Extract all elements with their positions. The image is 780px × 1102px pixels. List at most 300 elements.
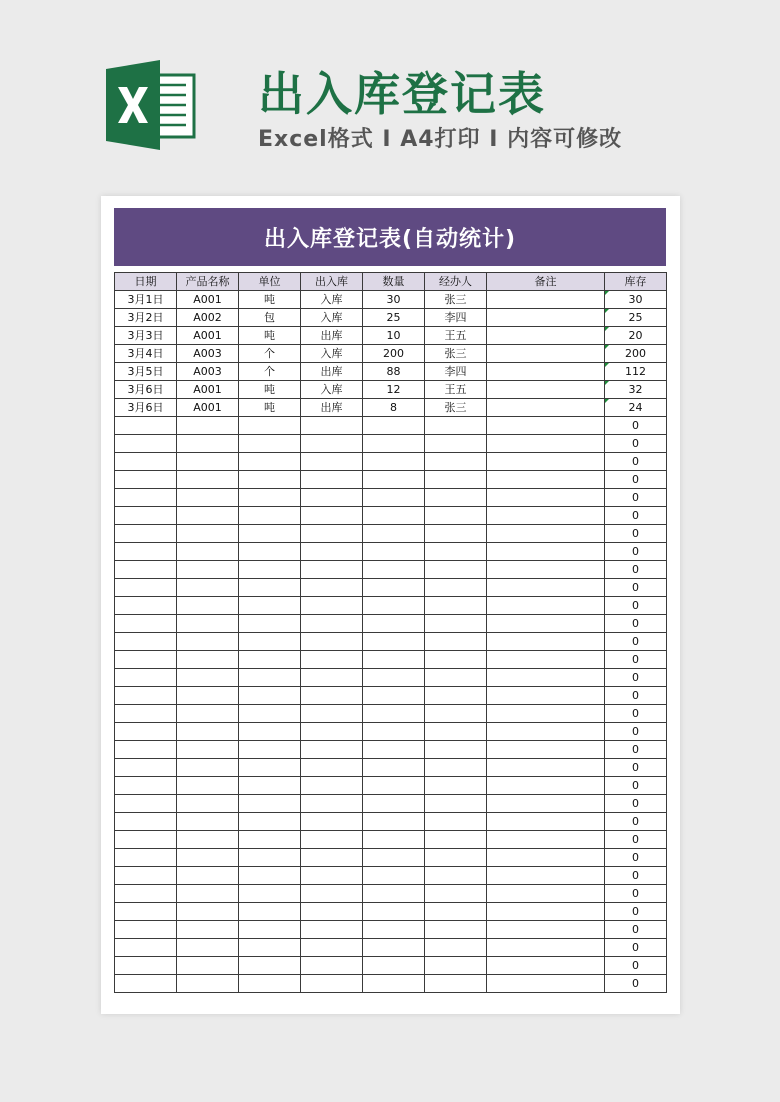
cell-direction[interactable] xyxy=(301,867,363,885)
cell-date[interactable] xyxy=(115,417,177,435)
cell-direction[interactable]: 出库 xyxy=(301,363,363,381)
cell-unit[interactable] xyxy=(239,723,301,741)
cell-stock[interactable]: 0 xyxy=(605,885,667,903)
cell-handler[interactable] xyxy=(425,471,487,489)
cell-product[interactable] xyxy=(177,831,239,849)
cell-quantity[interactable] xyxy=(363,597,425,615)
cell-quantity[interactable]: 25 xyxy=(363,309,425,327)
cell-handler[interactable] xyxy=(425,795,487,813)
cell-stock[interactable]: 0 xyxy=(605,759,667,777)
cell-stock[interactable]: 0 xyxy=(605,651,667,669)
cell-quantity[interactable] xyxy=(363,651,425,669)
cell-handler[interactable]: 李四 xyxy=(425,309,487,327)
cell-product[interactable] xyxy=(177,597,239,615)
cell-direction[interactable] xyxy=(301,633,363,651)
cell-date[interactable] xyxy=(115,849,177,867)
cell-quantity[interactable] xyxy=(363,633,425,651)
cell-direction[interactable]: 入库 xyxy=(301,291,363,309)
cell-direction[interactable] xyxy=(301,813,363,831)
cell-product[interactable]: A001 xyxy=(177,291,239,309)
cell-unit[interactable]: 吨 xyxy=(239,327,301,345)
cell-remark[interactable] xyxy=(487,975,605,993)
cell-direction[interactable]: 出库 xyxy=(301,327,363,345)
cell-stock[interactable]: 0 xyxy=(605,921,667,939)
cell-handler[interactable] xyxy=(425,651,487,669)
cell-unit[interactable] xyxy=(239,705,301,723)
cell-stock[interactable] xyxy=(605,291,667,309)
cell-direction[interactable] xyxy=(301,705,363,723)
cell-direction[interactable] xyxy=(301,543,363,561)
cell-unit[interactable] xyxy=(239,579,301,597)
cell-date[interactable]: 3月1日 xyxy=(115,291,177,309)
cell-direction[interactable] xyxy=(301,777,363,795)
cell-stock[interactable]: 0 xyxy=(605,507,667,525)
cell-date[interactable] xyxy=(115,903,177,921)
cell-stock[interactable]: 0 xyxy=(605,633,667,651)
column-header-quantity[interactable]: 数量 xyxy=(363,273,425,291)
cell-direction[interactable] xyxy=(301,435,363,453)
cell-unit[interactable] xyxy=(239,975,301,993)
cell-quantity[interactable] xyxy=(363,471,425,489)
cell-date[interactable] xyxy=(115,507,177,525)
cell-date[interactable] xyxy=(115,795,177,813)
cell-stock[interactable]: 0 xyxy=(605,849,667,867)
cell-handler[interactable] xyxy=(425,885,487,903)
cell-unit[interactable]: 包 xyxy=(239,309,301,327)
cell-date[interactable] xyxy=(115,885,177,903)
cell-stock[interactable]: 0 xyxy=(605,777,667,795)
cell-date[interactable] xyxy=(115,723,177,741)
cell-direction[interactable] xyxy=(301,939,363,957)
cell-date[interactable] xyxy=(115,777,177,795)
cell-remark[interactable] xyxy=(487,615,605,633)
cell-stock[interactable]: 0 xyxy=(605,561,667,579)
cell-handler[interactable]: 张三 xyxy=(425,291,487,309)
cell-unit[interactable] xyxy=(239,651,301,669)
cell-handler[interactable] xyxy=(425,687,487,705)
cell-remark[interactable] xyxy=(487,651,605,669)
cell-remark[interactable] xyxy=(487,723,605,741)
cell-direction[interactable]: 入库 xyxy=(301,345,363,363)
cell-remark[interactable] xyxy=(487,813,605,831)
cell-direction[interactable] xyxy=(301,651,363,669)
cell-date[interactable] xyxy=(115,579,177,597)
cell-stock[interactable] xyxy=(605,399,667,417)
cell-handler[interactable] xyxy=(425,921,487,939)
cell-product[interactable] xyxy=(177,903,239,921)
cell-remark[interactable] xyxy=(487,543,605,561)
cell-product[interactable] xyxy=(177,975,239,993)
cell-stock[interactable]: 0 xyxy=(605,903,667,921)
cell-quantity[interactable]: 88 xyxy=(363,363,425,381)
cell-remark[interactable] xyxy=(487,759,605,777)
cell-direction[interactable] xyxy=(301,471,363,489)
cell-quantity[interactable] xyxy=(363,849,425,867)
cell-product[interactable] xyxy=(177,417,239,435)
cell-date[interactable] xyxy=(115,687,177,705)
cell-remark[interactable] xyxy=(487,363,605,381)
cell-date[interactable] xyxy=(115,813,177,831)
cell-product[interactable]: A002 xyxy=(177,309,239,327)
column-header-remark[interactable]: 备注 xyxy=(487,273,605,291)
cell-date[interactable] xyxy=(115,525,177,543)
cell-direction[interactable] xyxy=(301,957,363,975)
column-header-unit[interactable]: 单位 xyxy=(239,273,301,291)
cell-remark[interactable] xyxy=(487,435,605,453)
cell-unit[interactable] xyxy=(239,543,301,561)
cell-date[interactable] xyxy=(115,453,177,471)
cell-unit[interactable] xyxy=(239,435,301,453)
cell-quantity[interactable] xyxy=(363,417,425,435)
cell-quantity[interactable] xyxy=(363,957,425,975)
cell-unit[interactable] xyxy=(239,489,301,507)
cell-quantity[interactable] xyxy=(363,723,425,741)
cell-product[interactable] xyxy=(177,471,239,489)
cell-quantity[interactable] xyxy=(363,579,425,597)
cell-handler[interactable] xyxy=(425,777,487,795)
cell-date[interactable] xyxy=(115,939,177,957)
cell-stock[interactable]: 0 xyxy=(605,615,667,633)
cell-product[interactable] xyxy=(177,741,239,759)
cell-quantity[interactable] xyxy=(363,867,425,885)
cell-stock[interactable]: 0 xyxy=(605,795,667,813)
cell-date[interactable]: 3月4日 xyxy=(115,345,177,363)
cell-unit[interactable] xyxy=(239,561,301,579)
cell-remark[interactable] xyxy=(487,561,605,579)
cell-stock[interactable]: 0 xyxy=(605,579,667,597)
cell-unit[interactable] xyxy=(239,777,301,795)
cell-product[interactable]: A003 xyxy=(177,363,239,381)
cell-remark[interactable] xyxy=(487,777,605,795)
cell-product[interactable] xyxy=(177,453,239,471)
cell-remark[interactable] xyxy=(487,507,605,525)
cell-unit[interactable] xyxy=(239,597,301,615)
cell-direction[interactable] xyxy=(301,849,363,867)
cell-remark[interactable] xyxy=(487,291,605,309)
cell-date[interactable] xyxy=(115,471,177,489)
cell-direction[interactable] xyxy=(301,795,363,813)
column-header-product[interactable]: 产品名称 xyxy=(177,273,239,291)
cell-product[interactable] xyxy=(177,795,239,813)
cell-date[interactable] xyxy=(115,669,177,687)
cell-remark[interactable] xyxy=(487,903,605,921)
cell-unit[interactable] xyxy=(239,507,301,525)
cell-stock[interactable]: 0 xyxy=(605,471,667,489)
cell-handler[interactable] xyxy=(425,867,487,885)
cell-direction[interactable] xyxy=(301,741,363,759)
cell-stock[interactable]: 0 xyxy=(605,831,667,849)
cell-stock[interactable]: 0 xyxy=(605,669,667,687)
cell-unit[interactable]: 个 xyxy=(239,345,301,363)
cell-stock[interactable]: 0 xyxy=(605,705,667,723)
cell-quantity[interactable] xyxy=(363,435,425,453)
column-header-date[interactable]: 日期 xyxy=(115,273,177,291)
cell-product[interactable] xyxy=(177,921,239,939)
cell-handler[interactable] xyxy=(425,489,487,507)
cell-quantity[interactable] xyxy=(363,939,425,957)
cell-product[interactable] xyxy=(177,435,239,453)
cell-unit[interactable] xyxy=(239,741,301,759)
cell-handler[interactable] xyxy=(425,453,487,471)
cell-remark[interactable] xyxy=(487,921,605,939)
cell-unit[interactable]: 个 xyxy=(239,363,301,381)
cell-handler[interactable] xyxy=(425,561,487,579)
cell-quantity[interactable] xyxy=(363,561,425,579)
cell-remark[interactable] xyxy=(487,885,605,903)
cell-handler[interactable] xyxy=(425,813,487,831)
cell-stock[interactable]: 0 xyxy=(605,723,667,741)
cell-unit[interactable] xyxy=(239,921,301,939)
cell-unit[interactable] xyxy=(239,759,301,777)
cell-unit[interactable]: 吨 xyxy=(239,399,301,417)
cell-handler[interactable]: 张三 xyxy=(425,399,487,417)
cell-handler[interactable] xyxy=(425,669,487,687)
cell-date[interactable] xyxy=(115,957,177,975)
cell-product[interactable] xyxy=(177,759,239,777)
cell-direction[interactable] xyxy=(301,921,363,939)
cell-date[interactable] xyxy=(115,921,177,939)
cell-unit[interactable] xyxy=(239,813,301,831)
cell-product[interactable] xyxy=(177,867,239,885)
column-header-handler[interactable]: 经办人 xyxy=(425,273,487,291)
cell-stock[interactable]: 0 xyxy=(605,957,667,975)
cell-remark[interactable] xyxy=(487,669,605,687)
cell-stock[interactable]: 0 xyxy=(605,597,667,615)
cell-quantity[interactable] xyxy=(363,525,425,543)
cell-date[interactable]: 3月2日 xyxy=(115,309,177,327)
cell-date[interactable] xyxy=(115,975,177,993)
cell-quantity[interactable] xyxy=(363,615,425,633)
cell-handler[interactable] xyxy=(425,975,487,993)
cell-quantity[interactable] xyxy=(363,687,425,705)
cell-direction[interactable] xyxy=(301,561,363,579)
cell-direction[interactable] xyxy=(301,723,363,741)
cell-unit[interactable] xyxy=(239,525,301,543)
cell-handler[interactable]: 张三 xyxy=(425,345,487,363)
cell-remark[interactable] xyxy=(487,327,605,345)
cell-direction[interactable] xyxy=(301,903,363,921)
cell-stock[interactable]: 0 xyxy=(605,435,667,453)
cell-direction[interactable] xyxy=(301,417,363,435)
cell-date[interactable] xyxy=(115,705,177,723)
cell-date[interactable] xyxy=(115,489,177,507)
cell-date[interactable] xyxy=(115,741,177,759)
cell-handler[interactable] xyxy=(425,741,487,759)
cell-direction[interactable] xyxy=(301,669,363,687)
cell-quantity[interactable] xyxy=(363,921,425,939)
cell-date[interactable] xyxy=(115,831,177,849)
cell-direction[interactable] xyxy=(301,525,363,543)
cell-quantity[interactable] xyxy=(363,489,425,507)
cell-remark[interactable] xyxy=(487,705,605,723)
cell-unit[interactable]: 吨 xyxy=(239,381,301,399)
cell-date[interactable] xyxy=(115,759,177,777)
cell-quantity[interactable] xyxy=(363,507,425,525)
cell-product[interactable] xyxy=(177,561,239,579)
cell-date[interactable] xyxy=(115,597,177,615)
cell-remark[interactable] xyxy=(487,795,605,813)
cell-direction[interactable] xyxy=(301,597,363,615)
cell-direction[interactable] xyxy=(301,975,363,993)
cell-direction[interactable] xyxy=(301,489,363,507)
cell-stock[interactable]: 0 xyxy=(605,741,667,759)
cell-direction[interactable] xyxy=(301,507,363,525)
cell-quantity[interactable]: 12 xyxy=(363,381,425,399)
cell-direction[interactable] xyxy=(301,885,363,903)
cell-direction[interactable] xyxy=(301,759,363,777)
cell-handler[interactable] xyxy=(425,831,487,849)
cell-remark[interactable] xyxy=(487,633,605,651)
cell-handler[interactable] xyxy=(425,759,487,777)
cell-remark[interactable] xyxy=(487,489,605,507)
cell-unit[interactable] xyxy=(239,471,301,489)
cell-date[interactable]: 3月6日 xyxy=(115,381,177,399)
cell-unit[interactable] xyxy=(239,687,301,705)
cell-quantity[interactable] xyxy=(363,885,425,903)
cell-remark[interactable] xyxy=(487,741,605,759)
cell-date[interactable] xyxy=(115,651,177,669)
cell-handler[interactable]: 王五 xyxy=(425,381,487,399)
cell-product[interactable] xyxy=(177,543,239,561)
cell-product[interactable] xyxy=(177,705,239,723)
cell-unit[interactable] xyxy=(239,849,301,867)
cell-product[interactable] xyxy=(177,489,239,507)
cell-date[interactable]: 3月3日 xyxy=(115,327,177,345)
cell-quantity[interactable] xyxy=(363,741,425,759)
cell-quantity[interactable]: 200 xyxy=(363,345,425,363)
cell-product[interactable] xyxy=(177,957,239,975)
cell-quantity[interactable] xyxy=(363,453,425,471)
cell-stock[interactable]: 0 xyxy=(605,939,667,957)
cell-handler[interactable] xyxy=(425,849,487,867)
cell-product[interactable] xyxy=(177,687,239,705)
cell-quantity[interactable]: 8 xyxy=(363,399,425,417)
cell-unit[interactable] xyxy=(239,795,301,813)
cell-product[interactable] xyxy=(177,885,239,903)
cell-date[interactable] xyxy=(115,435,177,453)
cell-remark[interactable] xyxy=(487,381,605,399)
cell-quantity[interactable]: 30 xyxy=(363,291,425,309)
cell-product[interactable] xyxy=(177,579,239,597)
cell-quantity[interactable] xyxy=(363,831,425,849)
cell-unit[interactable] xyxy=(239,615,301,633)
cell-remark[interactable] xyxy=(487,939,605,957)
cell-remark[interactable] xyxy=(487,579,605,597)
cell-handler[interactable] xyxy=(425,507,487,525)
cell-handler[interactable] xyxy=(425,525,487,543)
cell-product[interactable] xyxy=(177,615,239,633)
cell-stock[interactable] xyxy=(605,309,667,327)
cell-handler[interactable] xyxy=(425,705,487,723)
cell-product[interactable] xyxy=(177,939,239,957)
cell-remark[interactable] xyxy=(487,957,605,975)
cell-date[interactable]: 3月5日 xyxy=(115,363,177,381)
cell-stock[interactable] xyxy=(605,345,667,363)
cell-remark[interactable] xyxy=(487,471,605,489)
cell-date[interactable] xyxy=(115,615,177,633)
cell-stock[interactable]: 0 xyxy=(605,867,667,885)
cell-direction[interactable] xyxy=(301,831,363,849)
cell-remark[interactable] xyxy=(487,687,605,705)
cell-stock[interactable]: 0 xyxy=(605,687,667,705)
cell-remark[interactable] xyxy=(487,831,605,849)
cell-handler[interactable] xyxy=(425,615,487,633)
cell-date[interactable] xyxy=(115,543,177,561)
cell-product[interactable] xyxy=(177,849,239,867)
cell-unit[interactable] xyxy=(239,957,301,975)
cell-quantity[interactable] xyxy=(363,975,425,993)
cell-product[interactable] xyxy=(177,669,239,687)
cell-unit[interactable] xyxy=(239,669,301,687)
cell-date[interactable] xyxy=(115,867,177,885)
cell-handler[interactable] xyxy=(425,579,487,597)
cell-quantity[interactable]: 10 xyxy=(363,327,425,345)
cell-handler[interactable] xyxy=(425,903,487,921)
cell-unit[interactable] xyxy=(239,633,301,651)
cell-handler[interactable]: 李四 xyxy=(425,363,487,381)
cell-product[interactable]: A001 xyxy=(177,381,239,399)
cell-unit[interactable] xyxy=(239,903,301,921)
cell-quantity[interactable] xyxy=(363,777,425,795)
cell-date[interactable] xyxy=(115,633,177,651)
cell-date[interactable] xyxy=(115,561,177,579)
cell-remark[interactable] xyxy=(487,597,605,615)
cell-handler[interactable] xyxy=(425,939,487,957)
cell-quantity[interactable] xyxy=(363,543,425,561)
cell-unit[interactable] xyxy=(239,453,301,471)
cell-product[interactable] xyxy=(177,525,239,543)
cell-stock[interactable]: 0 xyxy=(605,525,667,543)
cell-remark[interactable] xyxy=(487,345,605,363)
cell-date[interactable]: 3月6日 xyxy=(115,399,177,417)
cell-direction[interactable] xyxy=(301,615,363,633)
cell-quantity[interactable] xyxy=(363,813,425,831)
cell-handler[interactable] xyxy=(425,435,487,453)
cell-direction[interactable] xyxy=(301,453,363,471)
cell-stock[interactable]: 0 xyxy=(605,543,667,561)
cell-stock[interactable]: 0 xyxy=(605,975,667,993)
cell-handler[interactable]: 王五 xyxy=(425,327,487,345)
cell-quantity[interactable] xyxy=(363,903,425,921)
cell-product[interactable] xyxy=(177,633,239,651)
cell-product[interactable]: A001 xyxy=(177,327,239,345)
cell-remark[interactable] xyxy=(487,399,605,417)
cell-unit[interactable] xyxy=(239,417,301,435)
cell-remark[interactable] xyxy=(487,453,605,471)
cell-direction[interactable]: 入库 xyxy=(301,309,363,327)
cell-direction[interactable]: 出库 xyxy=(301,399,363,417)
cell-remark[interactable] xyxy=(487,867,605,885)
column-header-stock[interactable]: 库存 xyxy=(605,273,667,291)
cell-handler[interactable] xyxy=(425,723,487,741)
cell-handler[interactable] xyxy=(425,417,487,435)
cell-direction[interactable]: 入库 xyxy=(301,381,363,399)
cell-stock[interactable]: 0 xyxy=(605,489,667,507)
cell-unit[interactable] xyxy=(239,885,301,903)
cell-direction[interactable] xyxy=(301,687,363,705)
cell-unit[interactable] xyxy=(239,939,301,957)
cell-stock[interactable]: 0 xyxy=(605,417,667,435)
cell-quantity[interactable] xyxy=(363,795,425,813)
cell-handler[interactable] xyxy=(425,633,487,651)
cell-product[interactable] xyxy=(177,507,239,525)
cell-product[interactable]: A001 xyxy=(177,399,239,417)
cell-product[interactable] xyxy=(177,651,239,669)
cell-stock[interactable] xyxy=(605,381,667,399)
cell-quantity[interactable] xyxy=(363,759,425,777)
cell-stock[interactable] xyxy=(605,363,667,381)
column-header-direction[interactable]: 出入库 xyxy=(301,273,363,291)
